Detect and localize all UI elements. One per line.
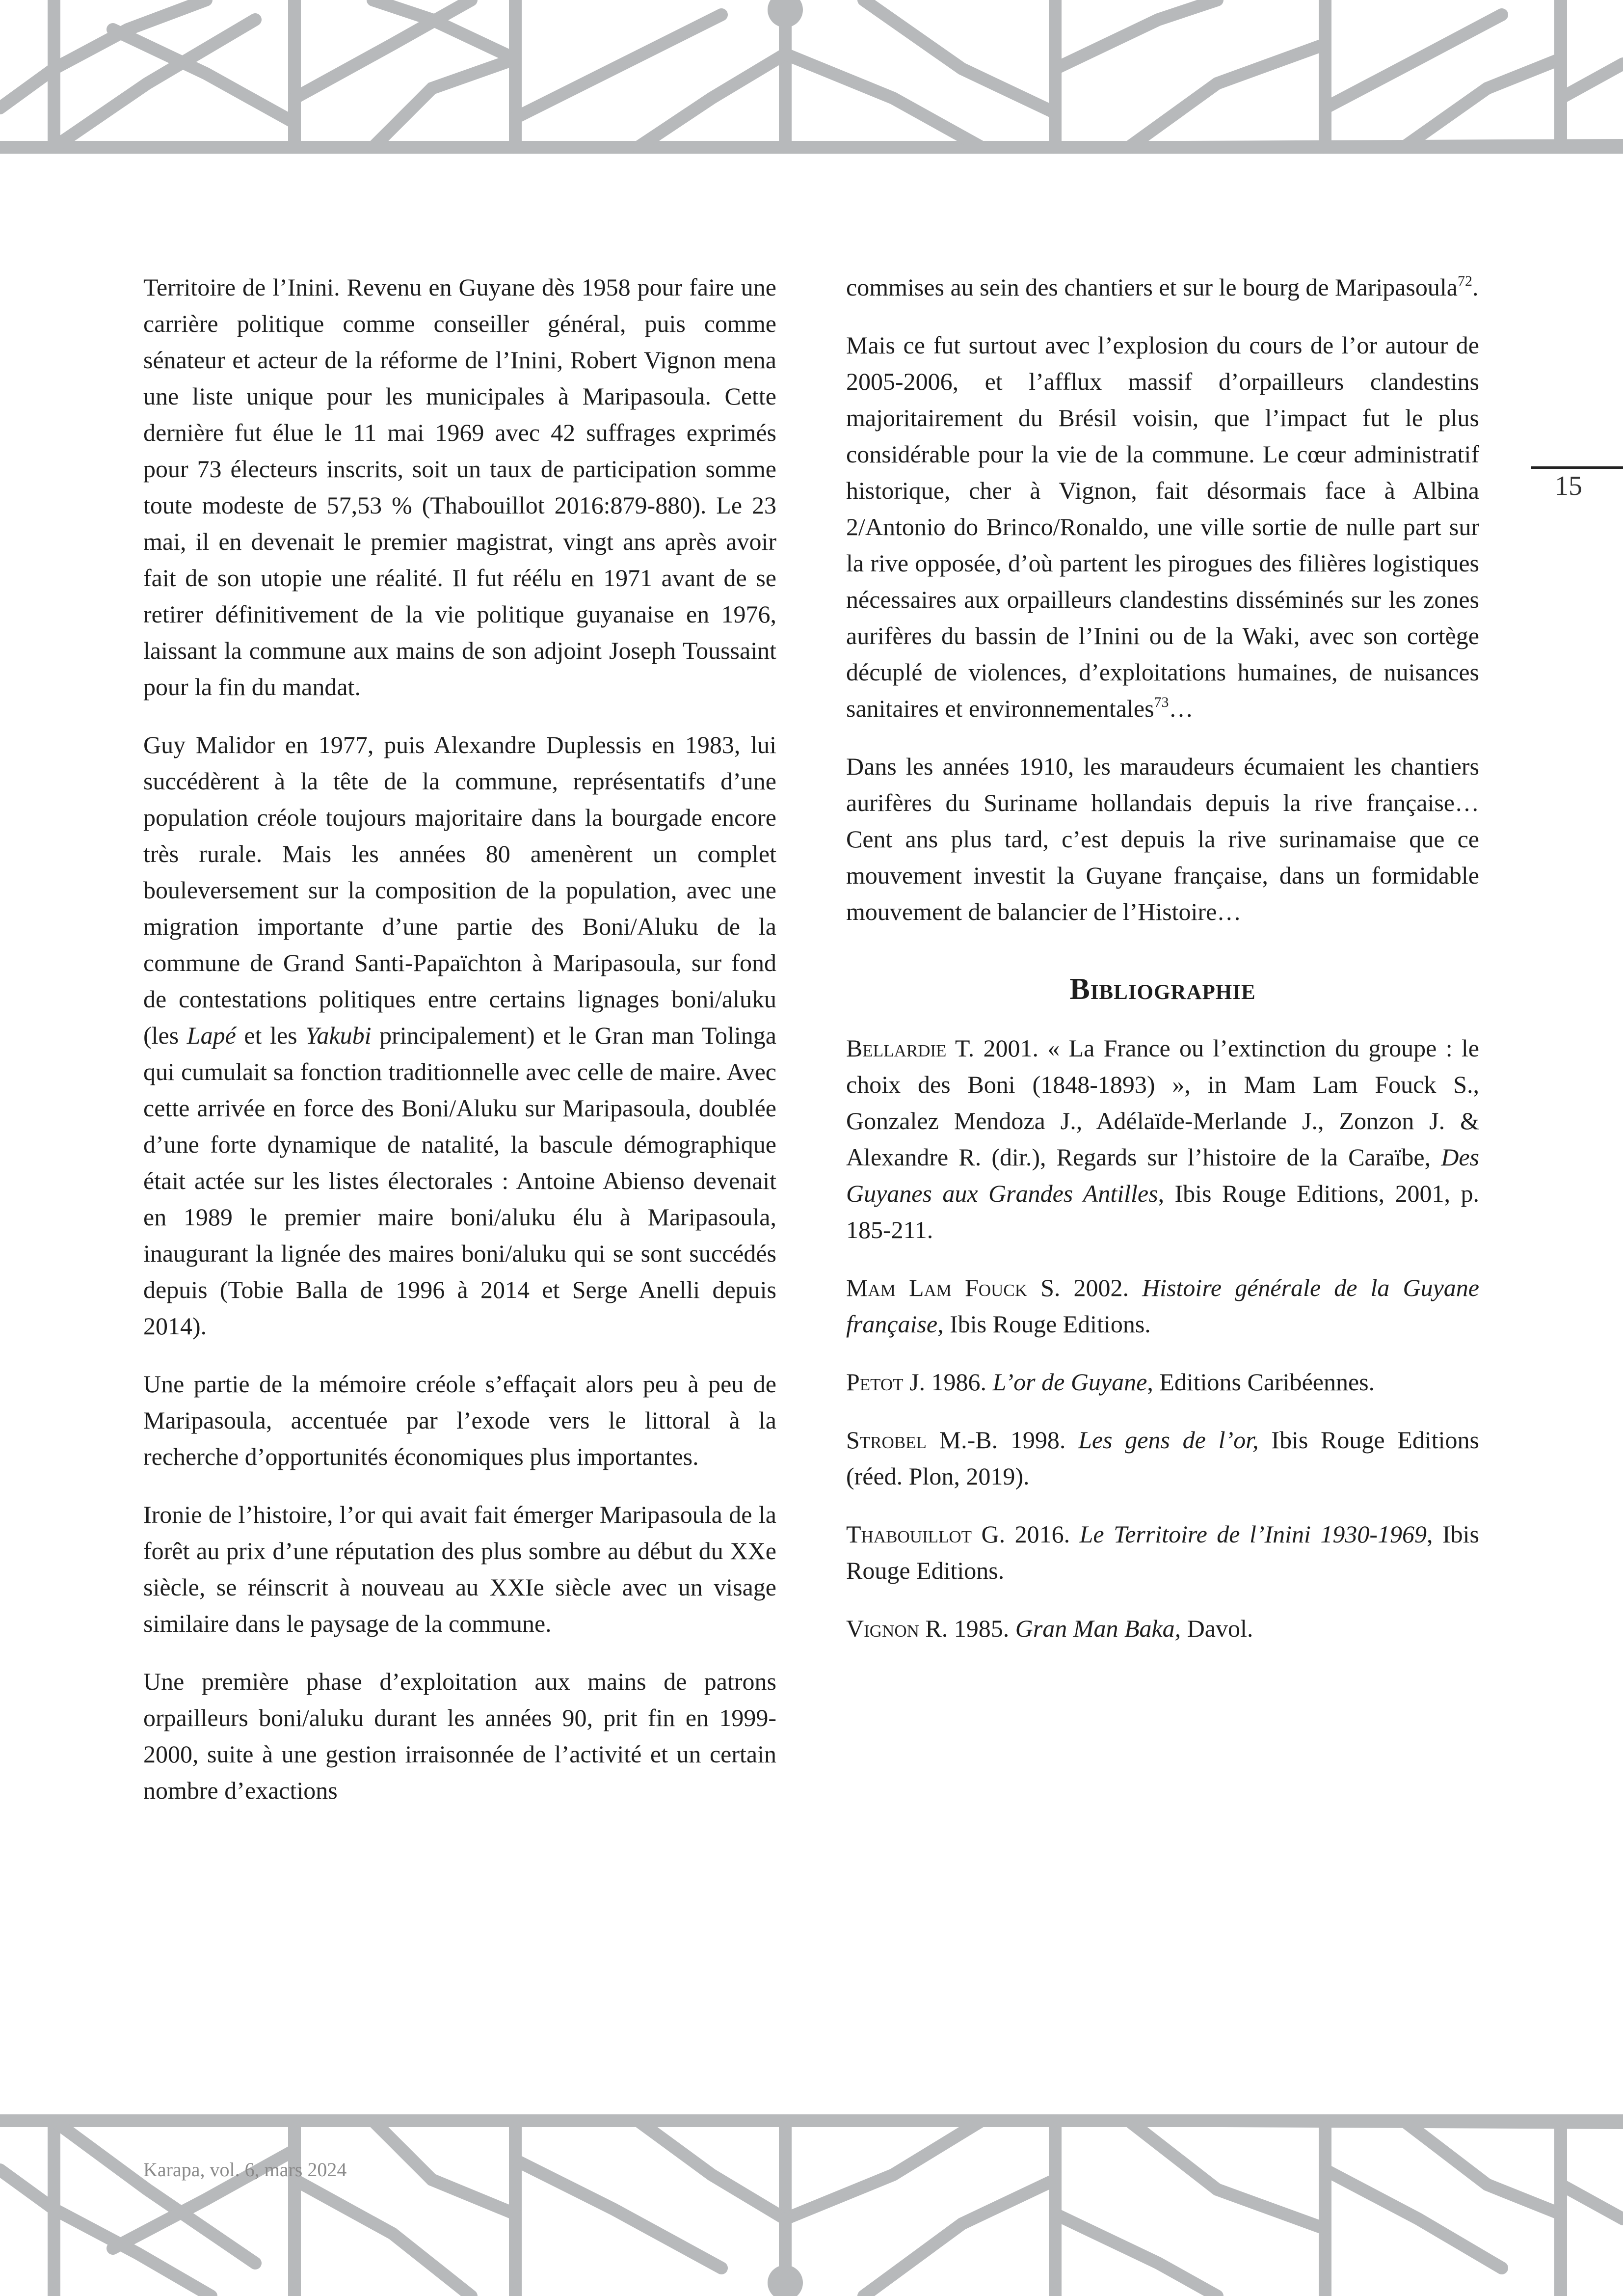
bib-title: Les gens de l’or, bbox=[1078, 1426, 1259, 1454]
bib-author: Strobel bbox=[846, 1426, 927, 1454]
bibliography-entry bbox=[846, 1516, 1479, 1589]
text-run: Mais ce fut surtout avec l’explosion du cours de l’or autour de 2005-2006, et l’afflux massif d’orpailleurs clandestins majoritairement du Brésil voisin, que l’impact fut le plus considérable pour la vie de la commune. Le cœur administratif historique, cher à Vignon, fait désormais face à Albina 2/Antonio do Brinco/Ronaldo, une ville sortie de nulle part sur la rive opposée, d’où partent les pirogues des filières logistiques nécessaires aux orpailleurs clandestins disséminés sur les zones aurifères du bassin de l’Inini ou de la Waki, avec son cortège décuplé de violences, d’exploitations humaines, de nuisances sanitaires et environnementales bbox=[846, 331, 1479, 722]
page-number-rule bbox=[1531, 466, 1623, 469]
bib-author: Petot bbox=[846, 1368, 904, 1396]
bibliography-entry bbox=[846, 1422, 1479, 1494]
text-run: commises au sein des chantiers et sur le bourg de Maripasoula bbox=[846, 273, 1458, 301]
bib-author: Bellardie bbox=[846, 1034, 947, 1062]
text-run: principalement) et le Gran man Tolinga qui cumulait sa fonction traditionnelle avec celle de maire. Avec cette arrivée en force des Boni/Aluku sur Maripasoula, doublée d’une forte dynamique de natalité, la bascule démographique était actée sur les listes électorales : Antoine Abienso devenait en 1989 le premier maire boni/aluku élu à Maripasoula, inaugurant la lignée des maires boni/aluku qui se sont succédés depuis (Tobie Balla de 1996 à 2014 et Serge Anelli depuis 2014). bbox=[143, 1022, 776, 1340]
bibliography-heading: Bibliographie bbox=[1069, 972, 1256, 1006]
left-column bbox=[143, 269, 776, 1830]
text-run: . bbox=[1472, 273, 1479, 301]
bib-text: J. 1986. bbox=[903, 1368, 993, 1396]
footer-citation: Karapa, vol. 6, mars 2024 bbox=[143, 2159, 347, 2181]
footnote-ref[interactable]: 73 bbox=[1154, 694, 1169, 710]
bib-tail: , Ibis Rouge Editions. bbox=[937, 1310, 1151, 1338]
footnote-ref[interactable]: 72 bbox=[1457, 273, 1472, 289]
bib-tail: Davol. bbox=[1181, 1615, 1253, 1642]
bib-title: Le Territoire de l’Inini 1930-1969 bbox=[1079, 1520, 1427, 1548]
tribal-pattern-top bbox=[0, 0, 1623, 162]
bib-text: R. 1985. bbox=[919, 1615, 1015, 1642]
bib-author: Mam Lam Fouck bbox=[846, 1274, 1027, 1301]
paragraph: Une partie de la mémoire créole s’effaçait alors peu à peu de Maripasoula, accentuée par l’exode vers le littoral à la recherche d’opportunités économiques plus importantes. bbox=[143, 1370, 776, 1470]
bottom-ornament-band bbox=[0, 2106, 1623, 2296]
bib-tail: Ibis Rouge Editions (réed. Plon, 2019). bbox=[846, 1426, 1479, 1490]
text-run: et les bbox=[236, 1022, 306, 1049]
bib-tail: , Editions Caribéennes. bbox=[1147, 1368, 1375, 1396]
paragraph bbox=[143, 727, 776, 1344]
bib-tail: , Ibis Rouge Editions, 2001, p. 185-211. bbox=[846, 1180, 1480, 1243]
italic-term: Lapé bbox=[186, 1022, 236, 1049]
bibliography-list bbox=[846, 1030, 1479, 1647]
page-number: 15 bbox=[1555, 471, 1582, 501]
bib-author: Vignon bbox=[846, 1615, 919, 1642]
bibliography-entry bbox=[846, 1030, 1479, 1248]
bib-author: Thabouillot bbox=[846, 1520, 972, 1548]
bib-text: M.-B. 1998. bbox=[926, 1426, 1079, 1454]
paragraph bbox=[846, 269, 1479, 305]
tribal-pattern-bottom bbox=[0, 2106, 1623, 2296]
bib-title: Gran Man Baka, bbox=[1015, 1615, 1181, 1642]
text-run: Guy Malidor en 1977, puis Alexandre Duplessis en 1983, lui succédèrent à la tête de la commune, représentatifs d’une population créole toujours majoritaire dans la bourgade encore très rurale. Mais les années 80 amenèrent un complet bouleversement sur la composition de la population, avec une migration importante d’une partie des Boni/Aluku de la commune de Grand Santi-Papaïchton à Maripasoula, sur fond de contestations politiques entre certains lignages boni/aluku (les bbox=[143, 731, 776, 1049]
bib-title: L’or de Guyane bbox=[992, 1368, 1147, 1396]
bib-text: S. 2002. bbox=[1027, 1274, 1143, 1301]
top-ornament-band bbox=[0, 0, 1623, 162]
italic-term: Yakubi bbox=[305, 1022, 372, 1049]
bib-tail: , Ibis Rouge Editions. bbox=[846, 1520, 1479, 1584]
bib-text: G. 2016. bbox=[972, 1520, 1080, 1548]
bib-title: Des Guyanes aux Grandes Antilles bbox=[846, 1143, 1479, 1207]
text-run: … bbox=[1169, 695, 1194, 722]
bibliography-entry bbox=[846, 1610, 1479, 1647]
bib-title: Histoire générale de la Guyane française bbox=[846, 1274, 1480, 1338]
paragraph: Une première phase d’exploitation aux mains de patrons orpailleurs boni/aluku durant les années 90, prit fin en 1999-2000, suite à une gestion irraisonnée de l’activité et un certain nombre d’exactions bbox=[143, 1668, 776, 1804]
bib-text: T. 2001. « La France ou l’extinction du groupe : le choix des Boni (1848-1893) », in Mam Lam Fouck S., Gonzalez Mendoza J., Adélaïde-Merlande J., Zonzon J. & Alexandre R. (dir.), Regards sur l’histoire de la Caraïbe, bbox=[846, 1034, 1479, 1171]
paragraph bbox=[846, 327, 1479, 727]
right-column bbox=[846, 269, 1479, 1668]
paragraph: Ironie de l’histoire, l’or qui avait fait émerger Maripasoula de la forêt au prix d’une réputation des plus sombre au début du XXe siècle, se réinscrit à nouveau au XXIe siècle avec un visage similaire dans le paysage de la commune. bbox=[143, 1501, 776, 1637]
bibliography-entry bbox=[846, 1364, 1479, 1400]
paragraph: Territoire de l’Inini. Revenu en Guyane dès 1958 pour faire une carrière politique comme conseiller général, puis comme sénateur et acteur de la réforme de l’Inini, Robert Vignon mena une liste unique pour les municipales à Maripasoula. Cette dernière fut élue le 11 mai 1969 avec 42 suffrages exprimés pour 73 électeurs inscrits, soit un taux de participation somme toute modeste de 57,53 % (Thabouillot 2016:879-880). Le 23 mai, il en devenait le premier magistrat, vingt ans après avoir fait de son utopie une réalité. Il fut réélu en 1971 avant de se retirer définitivement de la vie politique guyanaise en 1976, laissant la commune aux mains de son adjoint Joseph Toussaint pour la fin du mandat. bbox=[143, 273, 776, 701]
bibliography-entry bbox=[846, 1270, 1479, 1342]
paragraph: Dans les années 1910, les maraudeurs écumaient les chantiers aurifères du Suriname hollandais depuis la rive française… Cent ans plus tard, c’est depuis la rive surinamaise que ce mouvement investit la Guyane française, dans un formidable mouvement de balancier de l’Histoire… bbox=[846, 753, 1479, 925]
